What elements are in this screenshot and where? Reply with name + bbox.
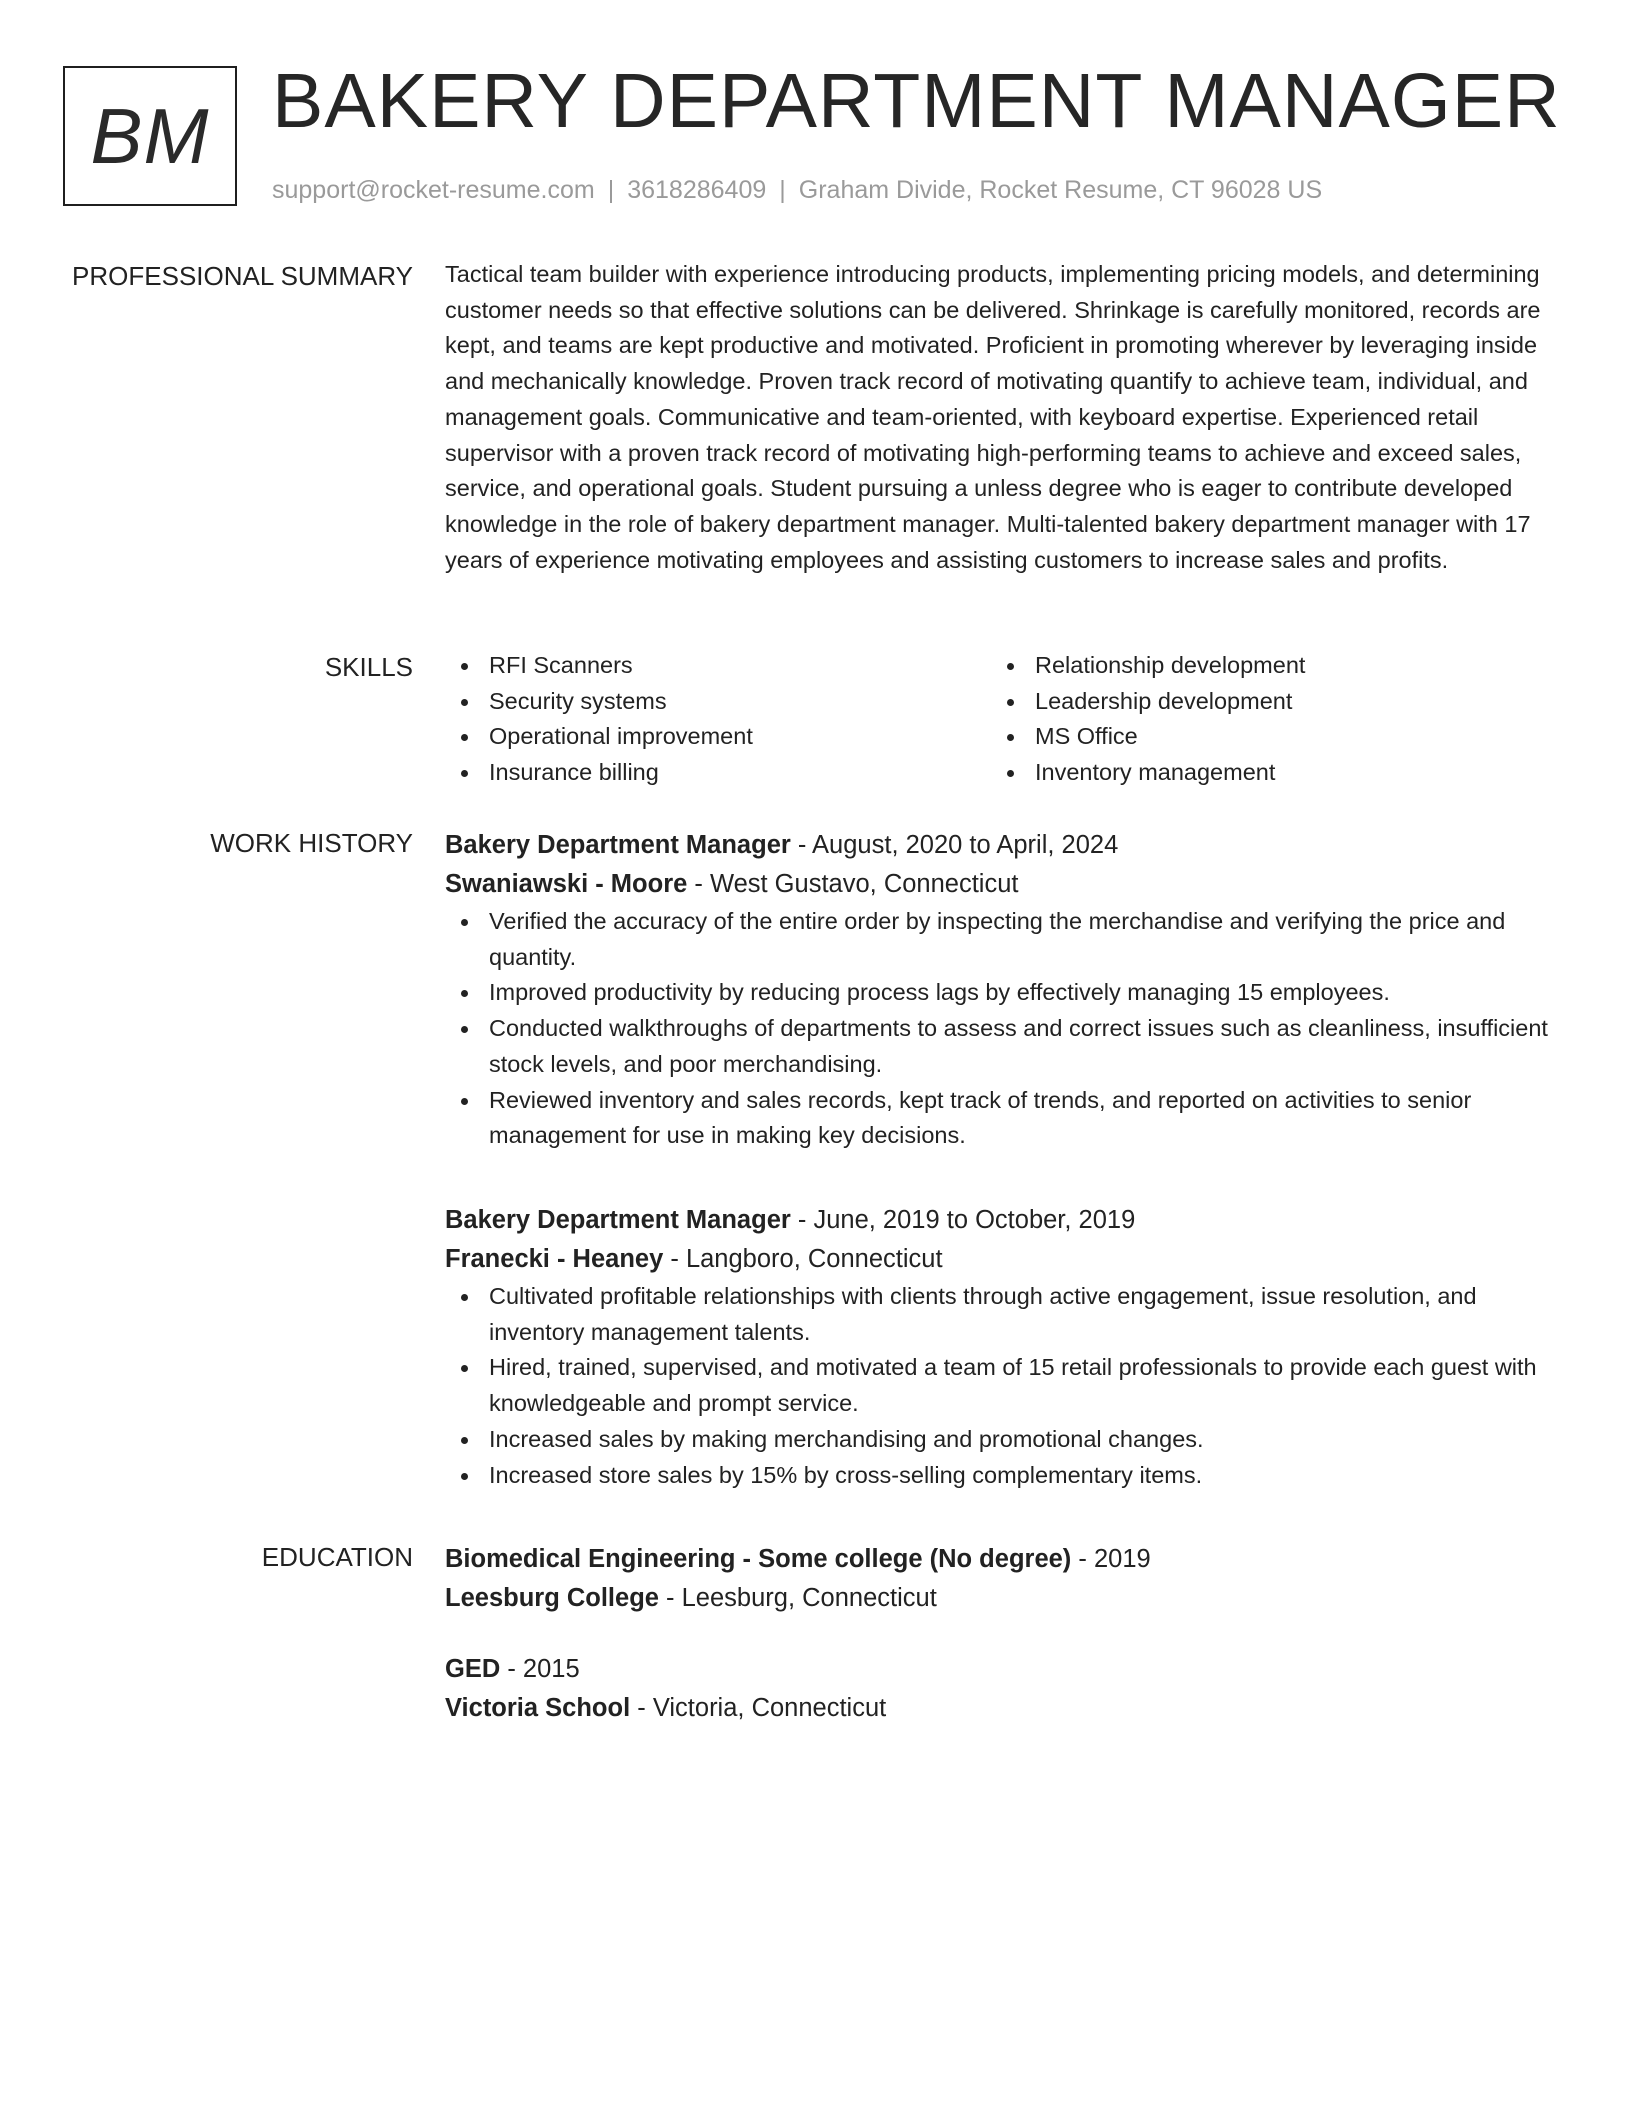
education-entry — [445, 1650, 1555, 1728]
job-company-line — [445, 1240, 1555, 1279]
skill-item: MS Office — [1035, 719, 1537, 755]
section-label: WORK HISTORY — [210, 828, 413, 858]
monogram-logo: BM — [63, 66, 237, 206]
job-bullet: Increased sales by making merchandising and promotional changes. — [489, 1422, 1555, 1458]
education-school-line — [445, 1689, 1555, 1728]
education-degree: GED — [445, 1655, 501, 1683]
contact-separator: | — [607, 176, 615, 204]
job-bullets — [445, 1279, 1555, 1493]
skills-list-right — [991, 648, 1537, 791]
education-degree-line — [445, 1540, 1555, 1579]
job-company: Franecki - Heaney — [445, 1245, 664, 1273]
skills-body — [445, 648, 1555, 791]
job-entry — [445, 826, 1555, 1154]
job-title: Bakery Department Manager — [445, 1206, 791, 1234]
job-title-line — [445, 826, 1555, 865]
job-bullet: Increased store sales by 15% by cross-selling complementary items. — [489, 1458, 1555, 1494]
contact-phone: 3618286409 — [627, 176, 767, 204]
job-bullets — [445, 904, 1555, 1154]
education-location: - Leesburg, Connecticut — [658, 1584, 937, 1612]
education-year: - 2015 — [500, 1655, 580, 1683]
skill-item: Operational improvement — [489, 719, 991, 755]
skill-item: Insurance billing — [489, 755, 991, 791]
education-year: - 2019 — [1071, 1545, 1151, 1573]
summary-body — [445, 257, 1555, 578]
skill-item: Inventory management — [1035, 755, 1537, 791]
job-dates: - August, 2020 to April, 2024 — [790, 831, 1119, 859]
job-bullet: Hired, trained, supervised, and motivated a team of 15 retail professionals to provide each guest with knowledgeable and prompt service. — [489, 1350, 1555, 1421]
job-bullet: Improved productivity by reducing process lags by effectively managing 15 employees. — [489, 975, 1555, 1011]
job-bullet: Verified the accuracy of the entire order by inspecting the merchandise and verifying the price and quantity. — [489, 904, 1555, 975]
education-degree: Biomedical Engineering - Some college (No degree) — [445, 1545, 1072, 1573]
education-location: - Victoria, Connecticut — [630, 1694, 887, 1722]
job-title-line — [445, 1201, 1555, 1240]
contact-line — [272, 174, 1322, 206]
contact-separator: | — [779, 176, 786, 204]
education-school: Victoria School — [445, 1694, 631, 1722]
skill-item: Leadership development — [1035, 684, 1537, 720]
contact-email: support@rocket-resume.com — [272, 176, 595, 204]
skills-list-left — [445, 648, 991, 791]
education-school: Leesburg College — [445, 1584, 659, 1612]
job-title: Bakery Department Manager — [445, 831, 791, 859]
section-label: PROFESSIONAL SUMMARY — [72, 261, 413, 291]
education-entry — [445, 1540, 1555, 1618]
job-company: Swaniawski - Moore — [445, 870, 688, 898]
job-bullet: Reviewed inventory and sales records, kept track of trends, and reported on activities to senior management for use in making key decisions. — [489, 1083, 1555, 1154]
education-degree-line — [445, 1650, 1555, 1689]
job-bullet: Conducted walkthroughs of departments to assess and correct issues such as cleanliness, insufficient stock levels, and poor merchandising. — [489, 1011, 1555, 1082]
job-location: - West Gustavo, Connecticut — [687, 870, 1019, 898]
skills-grid — [445, 648, 1555, 791]
job-dates: - June, 2019 to October, 2019 — [790, 1206, 1136, 1234]
skill-item: RFI Scanners — [489, 648, 991, 684]
job-entry — [445, 1201, 1555, 1493]
section-label: EDUCATION — [261, 1542, 413, 1572]
education-school-line — [445, 1579, 1555, 1618]
skill-item: Security systems — [489, 684, 991, 720]
summary-text: Tactical team builder with experience introducing products, implementing pricing models, and determining customer needs so that effective solutions can be delivered. Shrinkage is carefully monitored, records are kept, and teams are kept productive and motivated. Proficient in promoting wherever by leveraging inside and mechanically knowledge. Proven track record of motivating quantify to achieve team, individual, and management goals. Communicative and team-oriented, with keyboard expertise. Experienced retail supervisor with a proven track record of motivating high-performing teams to achieve and exceed sales, service, and operational goals. Student pursuing a unless degree who is eager to contribute developed knowledge in the role of bakery department manager. Multi-talented bakery department manager with 17 years of experience motivating employees and assisting customers to increase sales and profits. — [445, 261, 1541, 573]
job-company-line — [445, 865, 1555, 904]
job-bullet: Cultivated profitable relationships with clients through active engagement, issue resolution, and inventory management talents. — [489, 1279, 1555, 1350]
page-title: BAKERY DEPARTMENT MANAGER — [272, 58, 1561, 144]
contact-address: Graham Divide, Rocket Resume, CT 96028 US — [798, 176, 1323, 204]
section-label: SKILLS — [324, 652, 413, 682]
job-location: - Langboro, Connecticut — [663, 1245, 943, 1273]
skill-item: Relationship development — [1035, 648, 1537, 684]
